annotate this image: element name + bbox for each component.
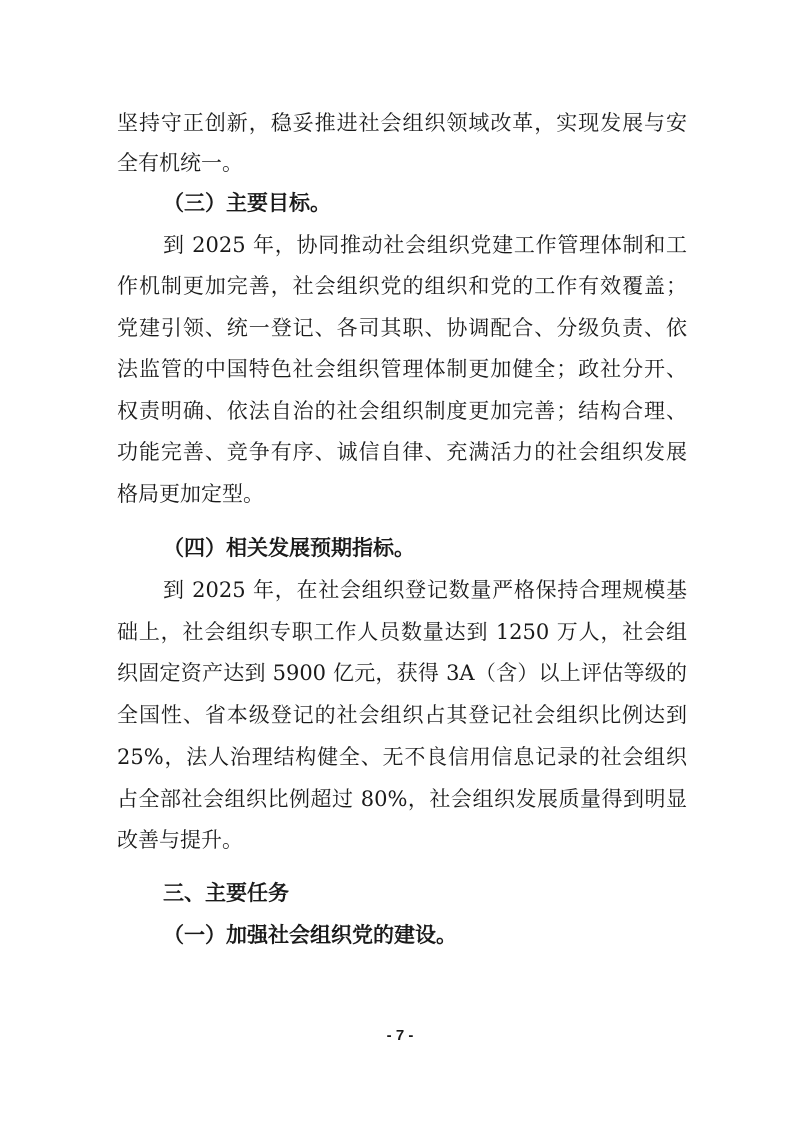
section-heading-indicators: （四）相关发展预期指标。 [163,536,415,560]
paragraph-line: 坚持守正创新，稳妥推进社会组织领域改革，实现发展与安 [117,111,687,135]
paragraph-line: 权责明确、依法自治的社会组织制度更加完善；结构合理、 [117,399,687,423]
paragraph-line: 全国性、省本级登记的社会组织占其登记社会组织比例达到 [117,703,687,727]
paragraph-line: 到 2025 年，在社会组织登记数量严格保持合理规模基 [163,578,687,602]
paragraph-line: 作机制更加完善，社会组织党的组织和党的工作有效覆盖； [117,274,687,298]
paragraph-line: 到 2025 年，协同推动社会组织党建工作管理体制和工 [163,233,687,257]
paragraph-line: 格局更加定型。 [117,482,264,506]
paragraph-line: 础上，社会组织专职工作人员数量达到 1250 万人，社会组 [117,620,687,644]
paragraph-line: 占全部社会组织比例超过 80%，社会组织发展质量得到明显 [117,787,687,811]
page-number: - 7 - [386,1027,414,1044]
section-heading-goals: （三）主要目标。 [163,191,331,215]
paragraph-line: 织固定资产达到 5900 亿元，获得 3A（含）以上评估等级的 [117,661,687,685]
paragraph-line: 25%，法人治理结构健全、无不良信用信息记录的社会组织 [117,745,687,769]
paragraph-line: 改善与提升。 [117,828,243,852]
section-heading-tasks: 三、主要任务 [163,881,289,905]
paragraph-line: 法监管的中国特色社会组织管理体制更加健全；政社分开、 [117,357,687,381]
paragraph-line: 功能完善、竞争有序、诚信自律、充满活力的社会组织发展 [117,440,687,464]
paragraph-line: 党建引领、统一登记、各司其职、协调配合、分级负责、依 [117,316,687,340]
section-heading-task1: （一）加强社会组织党的建设。 [163,923,457,947]
paragraph-line: 全有机统一。 [117,151,243,175]
